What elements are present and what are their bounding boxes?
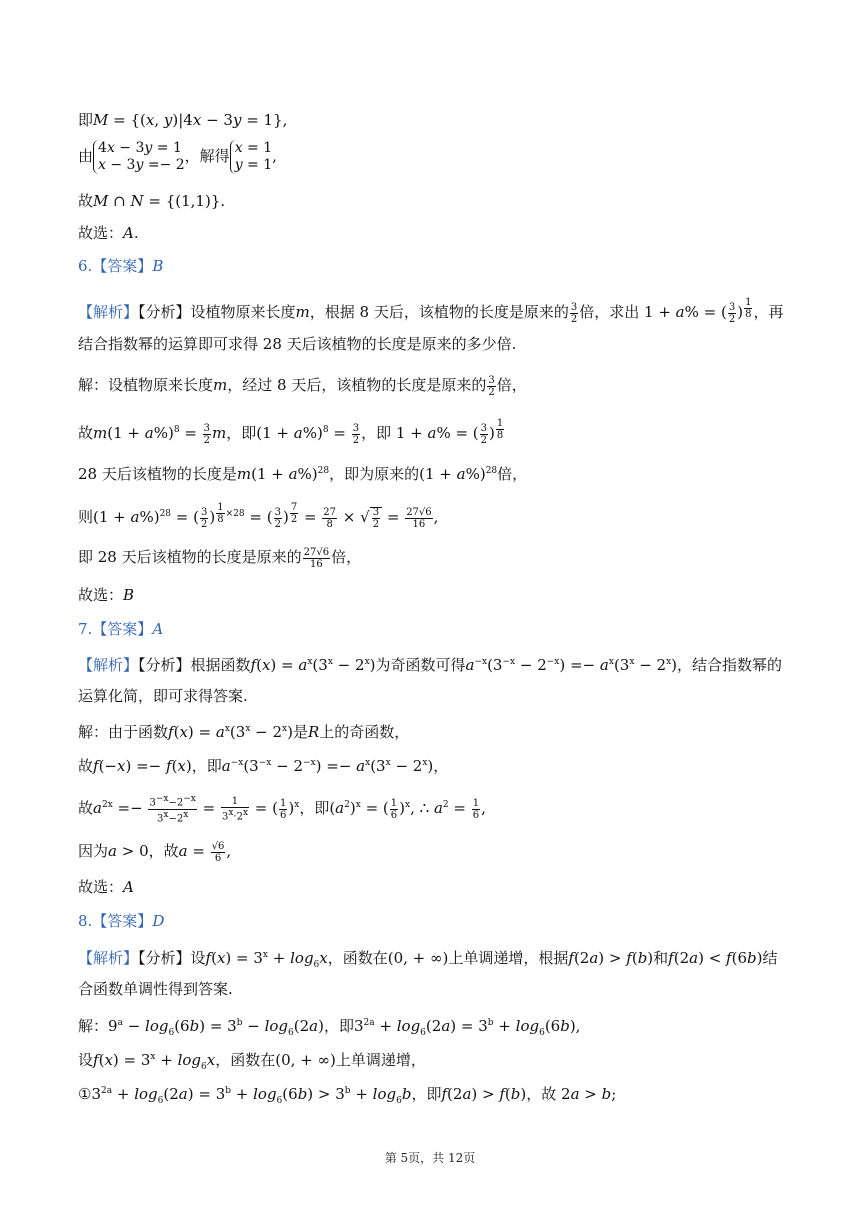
q7-solution-g: 故选：A: [78, 878, 134, 896]
q7-answer: 7.【答案】A: [78, 620, 164, 638]
q6-solution-g: 即 28 天后该植物的长度是原来的 $\frac{27√6}{16}$ 倍，: [78, 546, 362, 570]
q6-answer: 6.【答案】B: [78, 257, 164, 275]
q7-solution-c: 解：由于函数$f(x) = a^x(3^x - 2^x)$是R上的奇函数，: [78, 723, 410, 741]
q6-solution-f: 则$(1 + a\%)^{28}$ = ( $\frac{3}{2}$ ) $^{\frac{1}{8} \times 28}$ = ( $\frac{3}{2}$ ) $^{\frac{7}{2}}$ = $\frac{27}{8}$ × √ $\frac{3}{2}$ = $\frac{27√6}{16}$ ,: [78, 502, 439, 530]
q6-solution-d: 故$m(1 + a\%)^8$ = $\frac{3}{2}$ m，即$(1 + a\%)^8$ = $\frac{3}{2}$ ，即 1 + a% = ( $\frac{3}{2}$ ) $^{\frac{1}{8}}$: [78, 418, 504, 446]
q8-answer: 8.【答案】D: [78, 912, 165, 930]
q7-solution-f: 因为a > 0，故a = $\frac{√6}{6}$ ,: [78, 840, 232, 864]
q8-solution-c: 解：$9^a - \log_6(6b) = 3^b - \log_6(2a)$，即$3^{2a} + \log_6(2a) = 3^b + \log_6(6b)$,: [78, 1017, 581, 1038]
q8-analysis-b: 合函数单调性得到答案.: [78, 980, 233, 998]
q6-solution-e: 28 天后该植物的长度是$m(1 + a\%)^{28}$，即为原来的$(1 + a\%)^{28}$倍，: [78, 465, 528, 483]
line-4: 故选：A.: [78, 224, 139, 242]
line-3: 故M ∩ N = {(1,1)}.: [78, 192, 226, 210]
q7-solution-e: 故$a^{2x}$ =− $\frac{3^{-x}-2^{-x}}{3^x-2^x}$ = $\frac{1}{3^x\cdot 2^x}$ = ( $\frac{1}{6}$ )$^x$，即$(a^2)^x$ = ( $\frac{1}{6}$ )$^x$, ∴ $a^2$ = $\frac{1}{6}$ ,: [78, 794, 486, 824]
q7-analysis-a: 【解析】【分析】根据函数$f(x) = a^x(3^x - 2^x)$为奇函数可得$a^{-x}(3^{-x} - 2^{-x}) =- a^x(3^x - 2^x)$，结合指数幂的: [78, 656, 783, 674]
q8-solution-e: $①3^{2a} + \log_6(2a) = 3^b + \log_6(6b) > 3^b + \log_6b$，即f(2a) > f(b)，故 2a > b;: [78, 1085, 617, 1106]
q8-analysis-a: 【解析】【分析】设$f(x) = 3^x + \log_6x$，函数在(0, + ∞)上单调递增，根据f(2a) > f(b)和f(2a) < f(6b)结: [78, 949, 778, 970]
q6-analysis-b: 结合指数幂的运算即可求得 28 天后该植物的长度是原来的多少倍.: [78, 335, 517, 353]
page-footer: 第 5页，共 12页: [384, 1151, 476, 1165]
line-1: 即M = {(x, y)|4x − 3y = 1},: [78, 111, 288, 129]
q7-analysis-b: 运算化简，即可求得答案.: [78, 687, 248, 705]
q6-analysis-a: 【解析】【分析】设植物原来长度m，根据 8 天后，该植物的长度是原来的 $\frac{3}{2}$ 倍，求出 1 + a% = ( $\frac{3}{2}$ ) $^{\frac{1}{8}}$ ，再: [78, 297, 784, 325]
q6-solution-h: 故选：B: [78, 586, 135, 604]
q6-solution-c: 解：设植物原来长度m，经过 8 天后，该植物的长度是原来的 $\frac{3}{2}$ 倍，: [78, 374, 527, 398]
line-2-system: 由 4x − 3y = 1 x − 3y =− 2，解得 x = 1 y = 1,: [78, 140, 277, 173]
q7-solution-d: 故f(−x) =− f(x)，即$a^{-x}(3^{-x} - 2^{-x}) =- a^x(3^x - 2^x)$，: [78, 757, 449, 775]
q8-solution-d: 设$f(x) = 3^x + \log_6x$，函数在(0, + ∞)上单调递增，: [78, 1051, 426, 1072]
